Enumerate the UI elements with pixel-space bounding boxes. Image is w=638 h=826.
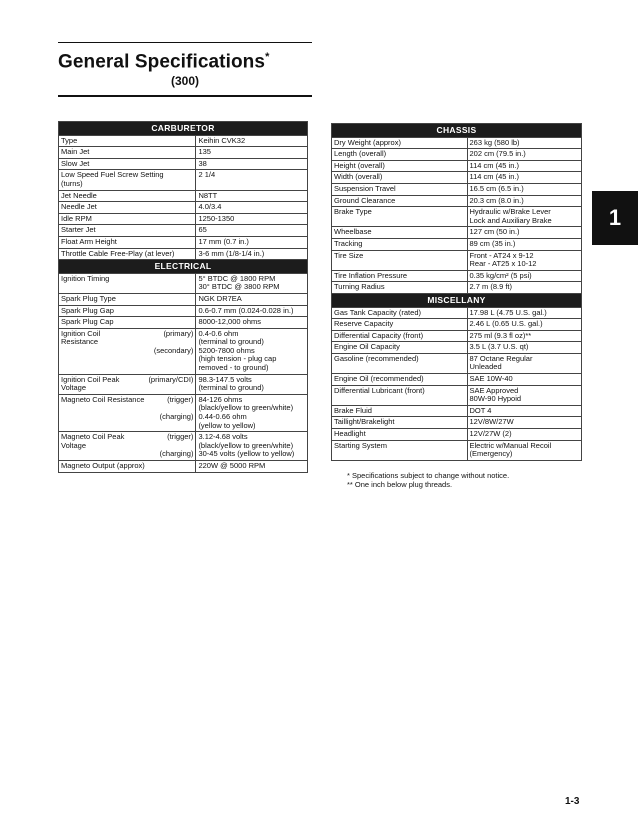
spec-value: 114 cm (45 in.) xyxy=(467,172,582,184)
spec-value: 127 cm (50 in.) xyxy=(467,227,582,239)
spec-label: Spark Plug Type xyxy=(61,293,116,303)
spec-value: 89 cm (35 in.) xyxy=(467,238,582,250)
spec-label-cell xyxy=(332,429,468,441)
spec-label-cell xyxy=(59,293,196,305)
spec-row xyxy=(59,432,308,461)
spec-value: 135 xyxy=(196,147,308,159)
spec-row xyxy=(332,183,582,195)
spec-value: 2 1/4 xyxy=(196,170,308,190)
spec-value: 5° BTDC @ 1800 RPM 30° BTDC @ 3800 RPM xyxy=(196,273,308,293)
section-title: CHASSIS xyxy=(332,124,582,138)
spec-row xyxy=(332,429,582,441)
footnote-1: * Specifications subject to change without notice. xyxy=(347,470,510,480)
spec-label: Low Speed Fuel Screw Setting (turns) xyxy=(61,170,164,188)
spec-value: 65 xyxy=(196,225,308,237)
spec-label: Starting System xyxy=(334,440,387,450)
spec-value: 3-6 mm (1/8-1/4 in.) xyxy=(196,248,308,260)
spec-value: 3.5 L (3.7 U.S. qt) xyxy=(467,342,582,354)
spec-label-cell xyxy=(59,202,196,214)
spec-label: Reserve Capacity xyxy=(334,319,394,329)
spec-label-cell xyxy=(332,353,468,373)
spec-value: 16.5 cm (6.5 in.) xyxy=(467,183,582,195)
spec-label-cell xyxy=(59,317,196,329)
spec-label-cell xyxy=(59,248,196,260)
spec-label-cell xyxy=(332,172,468,184)
chapter-tab: 1 xyxy=(592,191,638,245)
spec-label: Slow Jet xyxy=(61,158,90,168)
spec-label: Length (overall) xyxy=(334,149,387,159)
spec-label: Tire Inflation Pressure xyxy=(334,270,408,280)
spec-row xyxy=(332,417,582,429)
spec-label-cell xyxy=(332,282,468,294)
spec-value: 0.4-0.6 ohm (terminal to ground) 5200-7800 ohms (high tension - plug cap removed - to ground) xyxy=(196,328,308,374)
spec-row xyxy=(59,147,308,159)
spec-label: Magneto Output (approx) xyxy=(61,461,145,470)
right-spec-table xyxy=(331,123,582,461)
spec-row xyxy=(59,293,308,305)
spec-label: Engine Oil Capacity xyxy=(334,342,400,352)
spec-label: Brake Type xyxy=(334,207,372,217)
page-number: 1-3 xyxy=(565,796,580,807)
spec-row xyxy=(59,213,308,225)
spec-label-cell xyxy=(59,394,196,431)
spec-label-cell xyxy=(59,225,196,237)
spec-label-cell xyxy=(332,319,468,331)
spec-row xyxy=(332,342,582,354)
footnotes xyxy=(347,471,582,489)
spec-label-cell xyxy=(332,250,468,270)
spec-row xyxy=(59,158,308,170)
spec-row xyxy=(332,353,582,373)
spec-label: Ignition Coil Resistance xyxy=(61,328,101,347)
spec-label-cell xyxy=(332,374,468,386)
spec-value: 17 mm (0.7 in.) xyxy=(196,236,308,248)
spec-label-cell xyxy=(332,405,468,417)
left-spec-column xyxy=(58,121,308,473)
spec-value: 3.12-4.68 volts (black/yellow to green/white) 30-45 volts (yellow to yellow) xyxy=(196,432,308,461)
spec-label-cell xyxy=(332,207,468,227)
spec-label: Tire Size xyxy=(334,250,364,260)
spec-row xyxy=(332,172,582,184)
spec-value: 220W @ 5000 RPM xyxy=(196,461,308,473)
spec-row xyxy=(332,270,582,282)
spec-value: 0.35 kg/cm² (5 psi) xyxy=(467,270,582,282)
spec-row xyxy=(332,160,582,172)
spec-row xyxy=(332,149,582,161)
spec-value: 8000-12,000 ohms xyxy=(196,317,308,329)
spec-row xyxy=(332,250,582,270)
spec-label: Float Arm Height xyxy=(61,236,117,246)
spec-value: 84-126 ohms (black/yellow to green/white) 0.44-0.66 ohm (yellow to yellow) xyxy=(196,394,308,431)
spec-label-cell xyxy=(332,149,468,161)
spec-value: SAE Approved 80W-90 Hypoid xyxy=(467,385,582,405)
title-block xyxy=(58,42,312,97)
spec-value: Keihin CVK32 xyxy=(196,135,308,147)
spec-label: Width (overall) xyxy=(334,172,383,182)
spec-row xyxy=(332,282,582,294)
spec-label: Main Jet xyxy=(61,147,90,157)
spec-label: Tracking xyxy=(334,238,363,248)
title-asterisk: * xyxy=(265,51,270,63)
spec-label-cell xyxy=(332,417,468,429)
spec-label-cell xyxy=(332,227,468,239)
spec-value: 114 cm (45 in.) xyxy=(467,160,582,172)
spec-label: Ignition Coil Peak Voltage xyxy=(61,374,120,393)
spec-row xyxy=(332,238,582,250)
spec-value: 12V/8W/27W xyxy=(467,417,582,429)
spec-value: 20.3 cm (8.0 in.) xyxy=(467,195,582,207)
spec-label-cell xyxy=(332,238,468,250)
spec-label-cell xyxy=(59,236,196,248)
spec-label-cell xyxy=(332,183,468,195)
spec-label: Dry Weight (approx) xyxy=(334,137,401,147)
section-header-row xyxy=(332,124,582,138)
spec-row xyxy=(59,225,308,237)
spec-value: 2.7 m (8.9 ft) xyxy=(467,282,582,294)
section-title: CARBURETOR xyxy=(59,122,308,136)
page-title-text: General Specifications xyxy=(58,51,266,73)
spec-label-cell xyxy=(59,432,196,461)
spec-label: Type xyxy=(61,135,78,145)
spec-label-cell xyxy=(332,137,468,149)
left-spec-table xyxy=(58,121,308,473)
spec-value: SAE 10W-40 xyxy=(467,374,582,386)
spec-label: Starter Jet xyxy=(61,225,96,235)
spec-row xyxy=(59,135,308,147)
spec-value: NGK DR7EA xyxy=(196,293,308,305)
spec-value: Front - AT24 x 9-12 Rear - AT25 x 10-12 xyxy=(467,250,582,270)
spec-sublabel: (trigger) (charging) xyxy=(159,394,194,422)
spec-label-cell xyxy=(332,440,468,460)
spec-label: Ignition Timing xyxy=(61,273,110,283)
spec-label: Brake Fluid xyxy=(334,405,372,415)
spec-value: DOT 4 xyxy=(467,405,582,417)
spec-label-cell xyxy=(59,273,196,293)
spec-label: Spark Plug Cap xyxy=(61,317,114,327)
spec-value: 263 kg (580 lb) xyxy=(467,137,582,149)
spec-value: 275 ml (9.3 fl oz)** xyxy=(467,330,582,342)
spec-label: Gas Tank Capacity (rated) xyxy=(334,307,421,317)
spec-label-cell xyxy=(59,374,196,394)
spec-label: Height (overall) xyxy=(334,160,385,170)
spec-label: Turning Radius xyxy=(334,282,385,292)
spec-row xyxy=(332,319,582,331)
spec-row xyxy=(332,405,582,417)
section-header-row xyxy=(59,122,308,136)
spec-row xyxy=(59,305,308,317)
spec-row xyxy=(59,374,308,394)
spec-row xyxy=(332,440,582,460)
spec-row xyxy=(332,374,582,386)
spec-row xyxy=(332,330,582,342)
spec-label-cell xyxy=(59,213,196,225)
section-header-row xyxy=(59,260,308,274)
spec-row xyxy=(59,202,308,214)
spec-row xyxy=(332,385,582,405)
spec-value: 0.6-0.7 mm (0.024-0.028 in.) xyxy=(196,305,308,317)
spec-label-cell xyxy=(59,328,196,374)
spec-value: 17.98 L (4.75 U.S. gal.) xyxy=(467,307,582,319)
spec-sublabel: (primary) (secondary) xyxy=(153,328,194,355)
spec-value: Hydraulic w/Brake Lever Lock and Auxiliary Brake xyxy=(467,207,582,227)
spec-label: Throttle Cable Free-Play (at lever) xyxy=(61,248,175,258)
spec-label-cell xyxy=(332,270,468,282)
spec-label: Magneto Coil Peak Voltage xyxy=(61,432,125,450)
spec-row xyxy=(59,236,308,248)
spec-label-cell xyxy=(332,330,468,342)
spec-label: Headlight xyxy=(334,429,366,439)
spec-row xyxy=(59,190,308,202)
spec-row xyxy=(59,328,308,374)
spec-value: 98.3-147.5 volts (terminal to ground) xyxy=(196,374,308,394)
spec-label: Magneto Coil Resistance xyxy=(61,394,145,404)
spec-row xyxy=(332,207,582,227)
spec-value: Electric w/Manual Recoil (Emergency) xyxy=(467,440,582,460)
spec-label: Differential Lubricant (front) xyxy=(334,385,425,395)
spec-label-cell xyxy=(332,342,468,354)
spec-label-cell xyxy=(332,307,468,319)
spec-value: 2.46 L (0.65 U.S. gal.) xyxy=(467,319,582,331)
section-title: MISCELLANY xyxy=(332,293,582,307)
spec-value: 1250-1350 xyxy=(196,213,308,225)
spec-label-cell xyxy=(59,158,196,170)
title-top-rule xyxy=(58,42,312,43)
spec-value: 38 xyxy=(196,158,308,170)
spec-sublabel: (trigger) (charging) xyxy=(159,432,194,459)
spec-value: 12V/27W (2) xyxy=(467,429,582,441)
footnote-2: ** One inch below plug threads. xyxy=(347,479,453,489)
spec-label-cell xyxy=(59,147,196,159)
spec-value: 4.0/3.4 xyxy=(196,202,308,214)
spec-value: 87 Octane Regular Unleaded xyxy=(467,353,582,373)
spec-label-cell xyxy=(59,190,196,202)
section-header-row xyxy=(332,293,582,307)
spec-sublabel: (primary/CDI) xyxy=(148,374,194,384)
spec-row xyxy=(59,394,308,431)
spec-label-cell xyxy=(332,195,468,207)
spec-label: Idle RPM xyxy=(61,213,92,223)
spec-row xyxy=(59,248,308,260)
spec-row xyxy=(59,273,308,293)
page-title xyxy=(58,51,312,73)
spec-row xyxy=(59,170,308,190)
spec-label: Gasoline (recommended) xyxy=(334,353,419,363)
spec-label-cell xyxy=(332,160,468,172)
spec-label-cell xyxy=(59,461,196,473)
spec-label: Suspension Travel xyxy=(334,183,396,193)
section-title: ELECTRICAL xyxy=(59,260,308,274)
spec-label-cell xyxy=(59,135,196,147)
spec-label: Jet Needle xyxy=(61,190,97,200)
right-spec-column xyxy=(331,123,582,489)
spec-row xyxy=(59,461,308,473)
spec-label: Taillight/Brakelight xyxy=(334,417,395,427)
spec-row xyxy=(59,317,308,329)
spec-value: 202 cm (79.5 in.) xyxy=(467,149,582,161)
spec-label: Engine Oil (recommended) xyxy=(334,374,424,384)
spec-label: Needle Jet xyxy=(61,202,97,212)
spec-label: Ground Clearance xyxy=(334,195,396,205)
spec-label-cell xyxy=(59,305,196,317)
spec-row xyxy=(332,137,582,149)
spec-label: Wheelbase xyxy=(334,227,372,237)
spec-label-cell xyxy=(59,170,196,190)
spec-row xyxy=(332,307,582,319)
spec-value: N8TT xyxy=(196,190,308,202)
spec-label: Spark Plug Gap xyxy=(61,305,114,315)
model-subtitle: (300) xyxy=(170,74,199,89)
spec-label-cell xyxy=(332,385,468,405)
spec-row xyxy=(332,227,582,239)
spec-row xyxy=(332,195,582,207)
spec-label: Differential Capacity (front) xyxy=(334,330,424,340)
title-bottom-rule xyxy=(58,95,312,97)
